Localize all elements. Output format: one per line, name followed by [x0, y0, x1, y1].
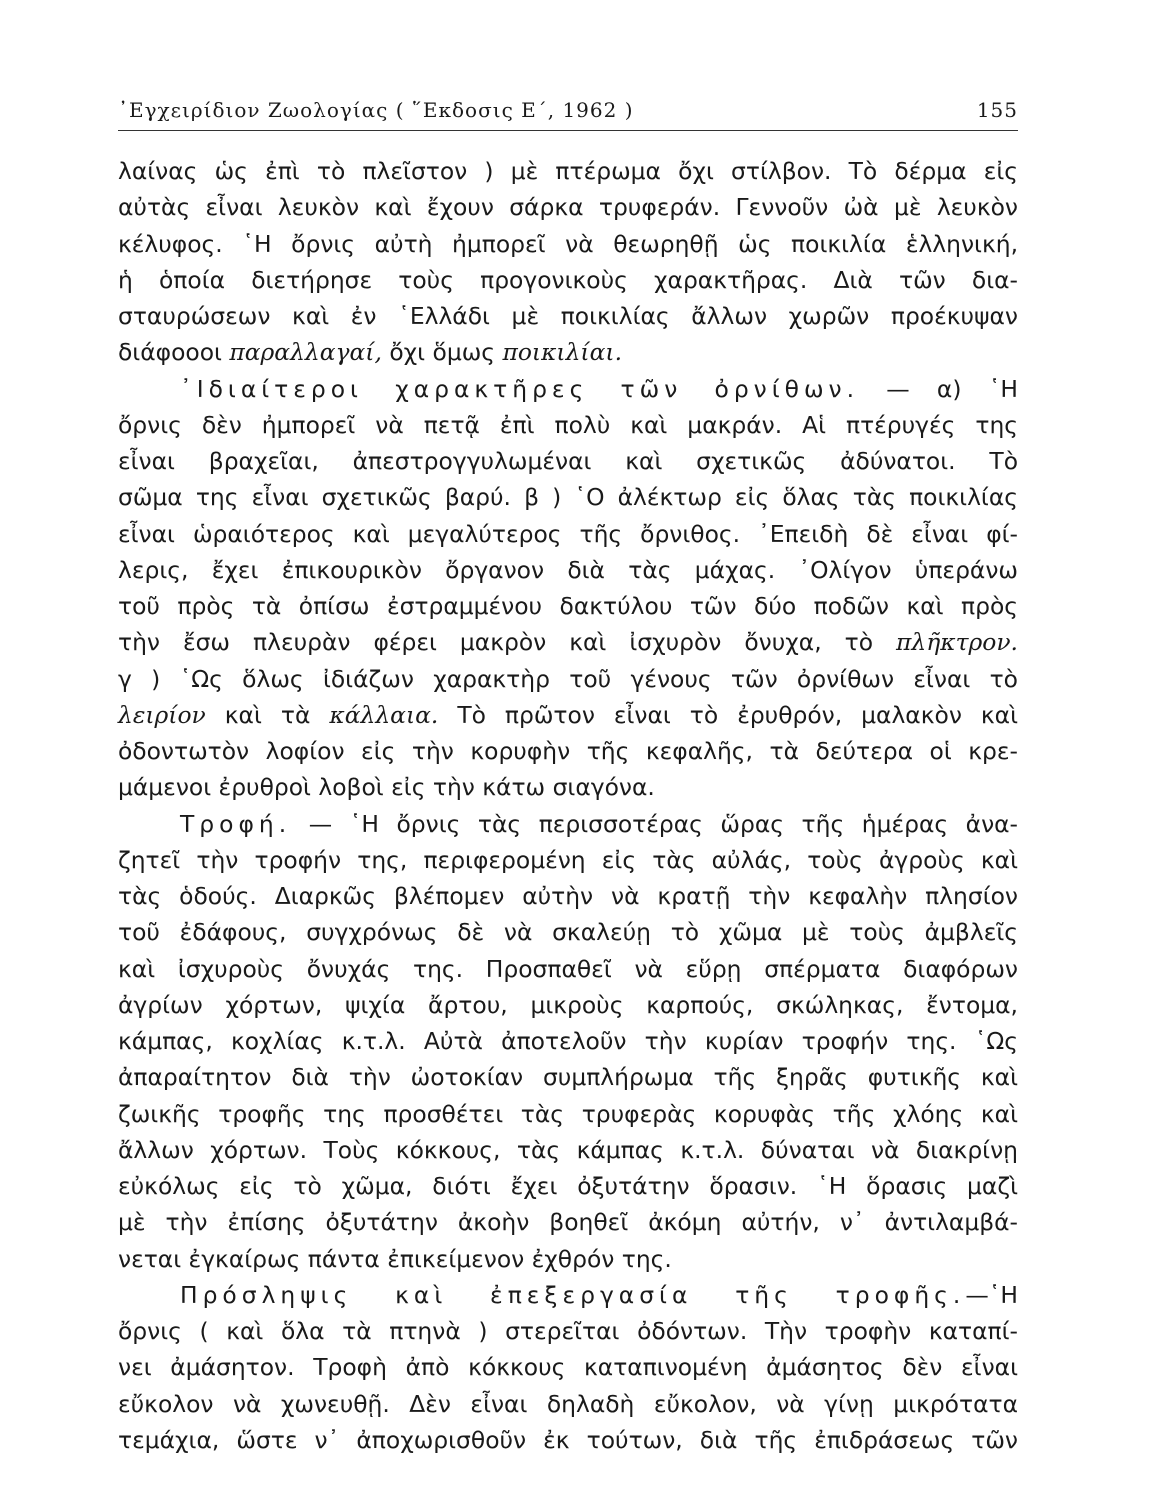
text-run: εἶναι ὡραιότερος καὶ μεγαλύτερος τῆς ὄρνιθος. ᾿Επειδὴ δὲ εἶναι φί-	[118, 519, 1018, 548]
text-line	[118, 552, 1018, 588]
text-run: τεμάχια, ὥστε ν᾿ ἀποχωρισθοῦν ἐκ τούτων, διὰ τῆς ἐπιδράσεως τῶν	[118, 1425, 1018, 1454]
text-run: μάμενοι ἐρυθροὶ λοβοὶ εἰς τὴν κάτω σιαγόνα.	[118, 773, 655, 802]
text-run: τὴν ἔσω πλευρὰν φέρει μακρὸν καὶ ἰσχυρὸν ὄνυχα, τὸ	[118, 628, 897, 657]
text-line	[118, 407, 1018, 443]
text-run: ὀδοντωτὸν λοφίον εἰς τὴν κορυφὴν τῆς κεφαλῆς, τὰ δεύτερα οἱ κρε-	[118, 737, 1018, 765]
text-line	[118, 1023, 1018, 1059]
text-run: τὰς ὁδούς. Διαρκῶς βλέπομεν αὐτὴν νὰ κρατῇ τὴν κεφαλὴν πλησίον	[118, 882, 1018, 910]
text-line	[118, 1168, 1018, 1204]
text-line	[118, 479, 1018, 515]
text-run: ἡ ὁποία διετήρησε τοὺς προγονικοὺς χαρακτῆρας. Διὰ τῶν δια-	[118, 265, 1018, 294]
text-run: ἄλλων χόρτων. Τοὺς κόκκους, τὰς κάμπας κ.τ.λ. δύναται νὰ διακρίνῃ	[118, 1135, 1018, 1164]
italic-term: κάλλαια.	[329, 700, 439, 729]
text-line	[118, 516, 1018, 552]
text-line	[118, 371, 1018, 407]
italic-term: λειρίον	[118, 700, 206, 729]
italic-term: παραλλαγαί,	[229, 338, 382, 367]
text-run: κάμπας, κοχλίας κ.τ.λ. Αὐτὰ ἀποτελοῦν τὴν κυρίαν τροφήν της. ῾Ως	[118, 1027, 1018, 1055]
header-rule	[118, 130, 1018, 131]
text-line	[118, 298, 1018, 334]
text-run: ὄρνις ( καὶ ὅλα τὰ πτηνὰ ) στερεῖται ὀδόντων. Τὴν τροφὴν καταπί-	[118, 1317, 1018, 1345]
text-run: ἀγρίων χόρτων, ψιχία ἄρτου, μικροὺς καρπούς, σκώληκας, ἔντομα,	[118, 990, 1018, 1019]
text-line	[118, 262, 1018, 298]
section-heading: Πρόσληψις καὶ ἐπεξεργασία τῆς τροφῆς.	[180, 1280, 966, 1309]
text-run: διάφοοοι	[118, 338, 230, 367]
text-run: κέλυφος. ῾Η ὄρνις αὐτὴ ἠμπορεῖ νὰ θεωρηθῇ ὡς ποικιλία ἑλληνική,	[118, 229, 1018, 258]
text-line	[118, 733, 1018, 769]
text-run: σῶμα της εἶναι σχετικῶς βαρύ. β ) ῾Ο ἀλέκτωρ εἰς ὅλας τὰς ποικιλίας	[118, 483, 1018, 512]
text-run: γ ) ῾Ως ὅλως ἰδιάζων χαρακτὴρ τοῦ γένους τῶν ὀρνίθων εἶναι τὸ	[118, 664, 1018, 693]
text-run: ἀπαραίτητον διὰ τὴν ὠοτοκίαν συμπλήρωμα τῆς ξηρᾶς φυτικῆς καὶ	[118, 1063, 1018, 1092]
text-line	[118, 878, 1018, 914]
text-line	[118, 334, 1018, 370]
text-line	[118, 1277, 1018, 1313]
text-run: ὄρνις δὲν ἠμπορεῖ νὰ πετᾷ ἐπὶ πολὺ καὶ μακράν. Αἱ πτέρυγές της	[118, 410, 1018, 439]
text-line	[118, 1204, 1018, 1240]
text-line	[118, 1132, 1018, 1168]
text-line	[118, 1422, 1018, 1458]
text-line	[118, 914, 1018, 950]
text-line	[118, 189, 1018, 225]
text-run: μὲ τὴν ἐπίσης ὀξυτάτην ἀκοὴν βοηθεῖ ἀκόμη αὐτήν, ν᾿ ἀντιλαμβά-	[118, 1208, 1018, 1237]
book-page	[118, 90, 1018, 1458]
body-text	[118, 153, 1018, 1458]
text-run: — α) ῾Η	[859, 374, 1019, 403]
italic-term: πλῆκτρον.	[896, 628, 1018, 657]
section-heading: ᾿Ιδιαίτεροι χαρακτῆρες τῶν ὀρνίθων.	[180, 374, 860, 403]
text-run: λαίνας ὡς ἐπὶ τὸ πλεῖστον ) μὲ πτέρωμα ὄχι στίλβον. Τὸ δέρμα εἰς	[118, 157, 1018, 185]
text-run: αὐτὰς εἶναι λευκὸν καὶ ἔχουν σάρκα τρυφεράν. Γεννοῦν ὠὰ μὲ λευκὸν	[118, 193, 1018, 222]
text-run: λερις, ἔχει ἐπικουρικὸν ὄργανον διὰ τὰς μάχας. ᾿Ολίγον ὑπεράνω	[118, 555, 1018, 584]
text-line	[118, 1313, 1018, 1349]
text-line	[118, 769, 1018, 805]
text-line	[118, 153, 1018, 189]
section-heading: Τροφή.	[180, 809, 292, 838]
text-line	[118, 951, 1018, 987]
text-run: νεται ἐγκαίρως πάντα ἐπικείμενον ἐχθρόν της.	[118, 1244, 672, 1273]
text-run: καὶ τὰ	[205, 700, 330, 729]
text-line	[118, 1096, 1018, 1132]
text-run: καὶ ἰσχυροὺς ὄνυχάς της. Προσπαθεῖ νὰ εὕρῃ σπέρματα διαφόρων	[118, 954, 1018, 983]
text-run: νει ἀμάσητον. Τροφὴ ἀπὸ κόκκους καταπινομένη ἀμάσητος δὲν εἶναι	[118, 1353, 1018, 1382]
text-run: ζωικῆς τροφῆς της προσθέτει τὰς τρυφερὰς κορυφὰς τῆς χλόης καὶ	[118, 1099, 1018, 1128]
text-line	[118, 588, 1018, 624]
text-line	[118, 806, 1018, 842]
page-number: 155	[976, 98, 1018, 122]
text-run: Τὸ πρῶτον εἶναι τὸ ἐρυθρόν, μαλακὸν καὶ	[438, 700, 1018, 729]
running-header	[118, 90, 1018, 130]
text-line	[118, 624, 1018, 660]
text-run: τοῦ ἐδάφους, συγχρόνως δὲ νὰ σκαλεύῃ τὸ χῶμα μὲ τοὺς ἀμβλεῖς	[118, 918, 1018, 947]
text-line	[118, 1241, 1018, 1277]
book-title: ᾿Εγχειρίδιον Ζωολογίας ( ῞Εκδοσις Ε΄, 1962 )	[118, 98, 634, 122]
text-line	[118, 842, 1018, 878]
text-line	[118, 661, 1018, 697]
text-run: εὔκολον νὰ χωνευθῇ. Δὲν εἶναι δηλαδὴ εὔκολον, νὰ γίνῃ μικρότατα	[118, 1389, 1018, 1418]
text-run: τοῦ πρὸς τὰ ὀπίσω ἐστραμμένου δακτύλου τῶν δύο ποδῶν καὶ πρὸς	[118, 592, 1018, 620]
text-run: ζητεῖ τὴν τροφήν της, περιφερομένη εἰς τὰς αὐλάς, τοὺς ἀγροὺς καὶ	[118, 845, 1018, 874]
text-line	[118, 1349, 1018, 1385]
text-run: —῾Η	[965, 1280, 1018, 1309]
text-line	[118, 1059, 1018, 1095]
text-line	[118, 987, 1018, 1023]
text-line	[118, 697, 1018, 733]
text-run: — ῾Η ὄρνις τὰς περισσοτέρας ὥρας τῆς ἡμέρας ἀνα-	[291, 809, 1018, 838]
text-line	[118, 226, 1018, 262]
text-run: ὄχι ὅμως	[381, 338, 503, 367]
text-run: σταυρώσεων καὶ ἐν ῾Ελλάδι μὲ ποικιλίας ἄλλων χωρῶν προέκυψαν	[118, 302, 1018, 330]
text-line	[118, 443, 1018, 479]
italic-term: ποικιλίαι.	[502, 338, 623, 367]
text-line	[118, 1386, 1018, 1422]
text-run: εἶναι βραχεῖαι, ἀπεστρογγυλωμέναι καὶ σχετικῶς ἀδύνατοι. Τὸ	[118, 447, 1018, 475]
text-run: εὐκόλως εἰς τὸ χῶμα, διότι ἔχει ὀξυτάτην ὅρασιν. ῾Η ὅρασις μαζὶ	[118, 1172, 1018, 1200]
